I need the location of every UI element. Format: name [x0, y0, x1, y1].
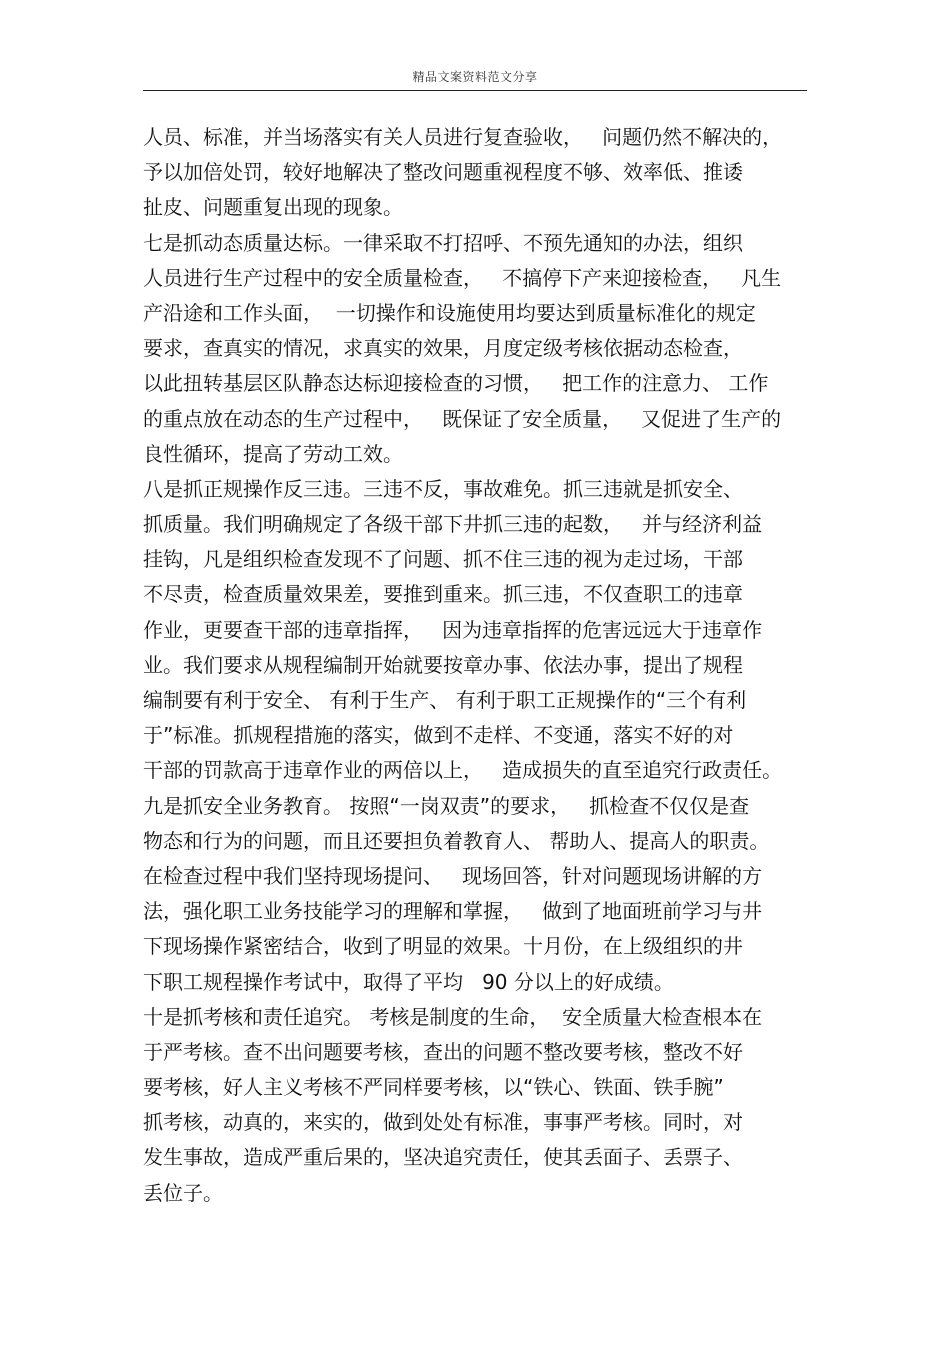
text-line: 物态和行为的问题，而且还要担负着教育人、 帮助人、提高人的职责。	[143, 828, 770, 853]
text-line: 七是抓动态质量达标。一律采取不打招呼、不预先通知的办法，组织	[143, 230, 743, 255]
text-line: 业。我们要求从规程编制开始就要按章办事、依法办事，提出了规程	[143, 652, 743, 677]
text-line: 人员、标准，并当场落实有关人员进行复查验收， 问题仍然不解决的，	[143, 125, 783, 149]
text-line: 编制要有利于安全、 有利于生产、 有利于职工正规操作的“三个有利	[143, 688, 747, 712]
text-line: 于严考核。查不出问题要考核，查出的问题不整改要考核，整改不好	[143, 1039, 743, 1064]
text-line: 的重点放在动态的生产过程中， 既保证了安全质量， 又促进了生产的	[143, 406, 782, 431]
text-line: 抓质量。我们明确规定了各级干部下井抓三违的起数， 并与经济利益	[143, 512, 763, 537]
text-line: 要考核，好人主义考核不严同样要考核，以“铁心、铁面、铁手腕”	[143, 1075, 724, 1100]
text-line: 良性循环，提高了劳动工效。	[143, 441, 403, 466]
text-line: 八是抓正规操作反三违。三违不反，事故难免。抓三违就是抓安全、	[143, 476, 743, 501]
text-line: 要求，查真实的情况，求真实的效果，月度定级考核依据动态检查，	[143, 336, 743, 361]
header-title: 精品文案资料范文分享	[412, 70, 538, 84]
text-line: 予以加倍处罚，较好地解决了整改问题重视程度不够、效率低、推诿	[143, 160, 743, 185]
text-line: 不尽责，检查质量效果差，要推到重来。抓三违，不仅查职工的违章	[143, 582, 743, 607]
text-line: 作业，更要查干部的违章指挥， 因为违章指挥的危害远远大于违章作	[143, 617, 763, 642]
text-line: 人员进行生产过程中的安全质量检查， 不搞停下产来迎接检查， 凡生	[143, 265, 782, 290]
text-line: 在检查过程中我们坚持现场提问、 现场回答，针对问题现场讲解的方	[143, 863, 763, 888]
document-body	[143, 120, 813, 1211]
header-divider	[143, 90, 807, 91]
text-line: 干部的罚款高于违章作业的两倍以上， 造成损失的直至追究行政责任。	[143, 758, 783, 783]
text-line: 丢位子。	[143, 1180, 223, 1205]
text-line: 十是抓考核和责任追究。 考核是制度的生命， 安全质量大检查根本在	[143, 1004, 763, 1029]
text-line: 抓考核，动真的，来实的，做到处处有标准，事事严考核。同时，对	[143, 1110, 743, 1135]
text-line: 下职工规程操作考试中，取得了平均 90 分以上的好成绩。	[143, 969, 674, 994]
text-line: 产沿途和工作头面， 一切操作和设施使用均要达到质量标准化的规定	[143, 300, 756, 325]
text-line: 以此扭转基层区队静态达标迎接检查的习惯， 把工作的注意力、 工作	[143, 371, 769, 396]
text-line: 九是抓安全业务教育。 按照“一岗双责”的要求， 抓检查不仅仅是查	[143, 793, 750, 818]
text-line: 发生事故，造成严重后果的，坚决追究责任，使其丢面子、丢票子、	[143, 1145, 743, 1170]
text-line: 扯皮、问题重复出现的现象。	[143, 195, 403, 220]
text-line: 于”标准。抓规程措施的落实，做到不走样、不变通，落实不好的对	[143, 723, 734, 748]
page-header	[143, 62, 807, 92]
text-line: 挂钩，凡是组织检查发现不了问题、抓不住三违的视为走过场，干部	[143, 547, 743, 572]
text-line: 下现场操作紧密结合，收到了明显的效果。十月份，在上级组织的井	[143, 934, 743, 959]
text-line: 法，强化职工业务技能学习的理解和掌握， 做到了地面班前学习与井	[143, 899, 763, 924]
